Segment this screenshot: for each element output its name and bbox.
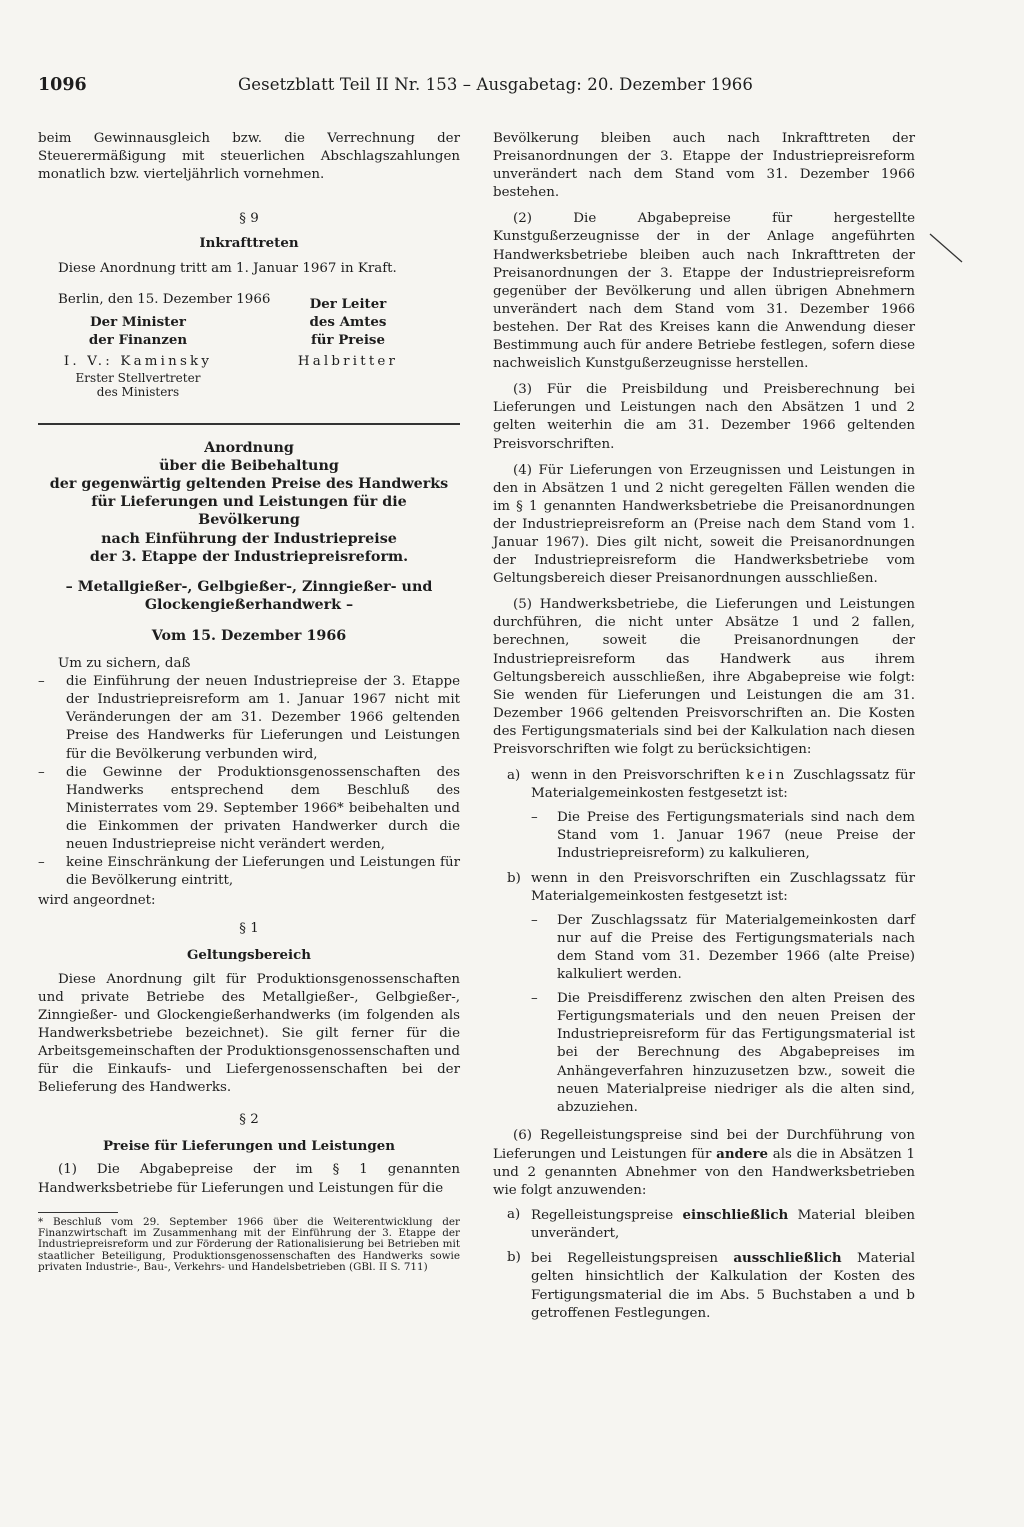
text-fragment: Material gelten hinsichtlich der Kalkulation der Kosten des Fertigungsmaterial die im Abs. 5 Buchstaben a und b getroffenen Festlegungen. bbox=[531, 1251, 915, 1321]
list-marker: a) bbox=[507, 1207, 521, 1223]
leiter-name: Halbritter bbox=[297, 353, 399, 369]
list-item-text: keine Einschränkung der Lieferungen und Leistungen für die Bevölkerung eintritt, bbox=[66, 855, 460, 889]
list-item bbox=[38, 673, 460, 763]
emphasis-ausschliesslich: ausschließlich bbox=[733, 1250, 842, 1267]
text-fragment: (6) Regelleistungspreise sind bei der Durchführung von Lieferungen und Leistungen für bbox=[493, 1127, 915, 1162]
ordinance-subtitle: – Metallgießer-, Gelbgießer-, Zinngießer- und Glockengießerhandwerk – bbox=[65, 578, 433, 614]
text-fragment: als die in Absätzen 1 und 2 genannten Abnehmer von den Handwerksbetrieben wie folgt anzuwenden: bbox=[493, 1146, 916, 1199]
dash-marker: – bbox=[38, 855, 45, 871]
section-2-para-1: (1) Die Abgabepreise der im § 1 genannten Handwerksbetriebe für Lieferungen und Leistungen für die bbox=[38, 1162, 460, 1196]
list-item-text: die Gewinne der Produktionsgenossenschaften des Handwerks entsprechend dem Beschluß des Ministerrates vom 29. September 1966* beibehalten und die Einkommen der privaten Handwerker durch die neuen Industriepreise nicht verändert werden, bbox=[66, 764, 460, 853]
section-9-title: Inkrafttreten bbox=[199, 235, 299, 252]
leiter-title-2: des Amtes bbox=[309, 313, 387, 330]
list-item-text bbox=[531, 1249, 915, 1322]
minister-role-1: Erster Stellvertreter bbox=[75, 370, 201, 385]
leiter-title-1: Der Leiter bbox=[309, 295, 387, 312]
list-item-b bbox=[493, 870, 915, 906]
emphasis-andere: andere bbox=[716, 1145, 769, 1162]
sub-item-text: Die Preisdifferenz zwischen den alten Preisen des Fertigungsmaterials und den neuen Preisen der Industriepreisreform für das Fertigungsmaterial ist bei der Berechnung des Abgabepreises im Anhängeverfahren hinzuzusetzen bzw., soweit die neuen Materialpreise niedriger als die alten sind, abzuziehen. bbox=[557, 991, 915, 1115]
minister-signature bbox=[38, 313, 238, 400]
list-item-text bbox=[531, 767, 915, 803]
list-marker: b) bbox=[507, 1250, 521, 1266]
text-fragment: Material bleiben unverändert, bbox=[531, 1208, 916, 1242]
sub-item bbox=[493, 990, 915, 1117]
list-item-a bbox=[493, 767, 915, 803]
dash-marker: – bbox=[531, 810, 538, 826]
section-9-number: § 9 bbox=[239, 211, 259, 227]
continued-text: Bevölkerung bleiben auch nach Inkrafttreten der Preisanordnungen der 3. Etappe der Industriepreisreform unverändert nach dem Stand vom 31. Dezember 1966 bestehen. bbox=[493, 131, 915, 201]
sub-item-text: Der Zuschlagssatz für Materialgemeinkosten darf nur auf die Preise des Fertigungsmaterials nach dem Stand vom 31. Dezember 1966 (alte Preise) kalkuliert werden. bbox=[557, 912, 915, 983]
para-5: (5) Handwerksbetriebe, die Lieferungen und Leistungen durchführen, die nicht unter Absätze 1 und 2 fallen, berechnen, soweit die Preisanordnungen der Industriepreisreform das Handwerk aus ihrem Geltungsbereich ausschließen, ihre Abgabepreise wie folgt: Sie wenden für Lieferungen und Leistungen die am 31. Dezember 1966 geltenden Preisvorschriften an. Die Kosten des Fertigungsmaterials sind bei der Kalkulation nach diesen Preisvorschriften wie folgt zu berücksichtigen: bbox=[493, 597, 915, 757]
dash-marker: – bbox=[531, 912, 538, 928]
left-column bbox=[38, 130, 460, 1273]
continued-text: beim Gewinnausgleich bzw. die Verrechnung der Steuerermäßigung mit steuerlichen Abschlagszahlungen monatlich bzw. vierteljährlich vornehmen. bbox=[38, 131, 460, 183]
minister-title-2: der Finanzen bbox=[88, 331, 188, 348]
footnote-rule bbox=[38, 1212, 118, 1213]
ordinance-date: Vom 15. Dezember 1966 bbox=[151, 627, 347, 644]
text-fragment: wenn in den Preisvorschriften bbox=[531, 768, 741, 784]
para-6 bbox=[493, 1127, 915, 1200]
leiter-title-3: für Preise bbox=[310, 331, 385, 348]
text-fragment: Regelleistungspreise bbox=[531, 1208, 674, 1224]
section-9-text: Diese Anordnung tritt am 1. Januar 1967 in Kraft. bbox=[58, 261, 397, 277]
place-date: Berlin, den 15. Dezember 1966 bbox=[58, 291, 271, 307]
margin-pencil-mark bbox=[928, 232, 966, 266]
list-marker: b) bbox=[507, 870, 521, 886]
right-column bbox=[493, 130, 915, 1323]
section-1-title: Geltungsbereich bbox=[186, 947, 312, 964]
text-fragment: Zuschlagssatz für Materialgemeinkosten festgesetzt ist: bbox=[531, 768, 915, 802]
text-fragment: bei Regelleistungspreisen bbox=[531, 1251, 718, 1267]
page-number: 1096 bbox=[38, 75, 87, 95]
ordered-text: wird angeordnet: bbox=[38, 893, 156, 909]
sub-item-text: Die Preise des Fertigungsmaterials sind nach dem Stand vom 1. Januar 1967 (neue Preise der Industriepreisreform) zu kalkulieren, bbox=[557, 810, 915, 862]
sub-item bbox=[493, 912, 915, 984]
dash-marker: – bbox=[38, 764, 45, 780]
section-2-number: § 2 bbox=[239, 1112, 259, 1128]
sub-item bbox=[493, 809, 915, 863]
leiter-signature bbox=[288, 295, 408, 371]
list-item-text bbox=[531, 1206, 915, 1243]
emphasis-einschliesslich: einschließlich bbox=[682, 1207, 789, 1224]
list-marker: a) bbox=[507, 768, 521, 784]
minister-role-2: des Ministers bbox=[96, 385, 180, 400]
signature-block bbox=[38, 291, 460, 415]
section-2-title: Preise für Lieferungen und Leistungen bbox=[102, 1138, 396, 1155]
list-item-text: wenn in den Preisvorschriften ein Zuschlagssatz für Materialgemeinkosten festgesetzt ist: bbox=[531, 870, 915, 904]
para-3: (3) Für die Preisbildung und Preisberechnung bei Lieferungen und Leistungen nach den Absätzen 1 und 2 gelten weiterhin die am 31. Dezember 1966 geltenden Preisvorschriften. bbox=[493, 382, 915, 452]
list-item-text: die Einführung der neuen Industriepreise der 3. Etappe der Industriepreisreform am 1. Januar 1967 nicht mit Veränderungen der am 31. Dezember 1966 geltenden Preise des Handwerks für Lieferungen und Leistungen für die Bevölkerung verbunden wird, bbox=[66, 674, 460, 762]
page-header bbox=[38, 75, 962, 97]
dash-marker: – bbox=[531, 991, 538, 1007]
section-1-number: § 1 bbox=[239, 921, 259, 937]
list-item bbox=[38, 854, 460, 890]
section-divider bbox=[38, 423, 460, 425]
header-title: Gesetzblatt Teil II Nr. 153 – Ausgabetag: 20. Dezember 1966 bbox=[238, 75, 753, 94]
ordinance-title: Anordnung über die Beibehaltung der gegenwärtig geltenden Preise des Handwerks für Lieferungen und Leistungen für die Bevölkerung nach Einführung der Industriepreise der 3. Etappe der Industriepreisreform. bbox=[49, 439, 449, 565]
minister-name: I. V.: Kaminsky bbox=[63, 353, 213, 369]
footnote: * Beschluß vom 29. September 1966 über die Weiterentwicklung der Finanzwirtschaft im Zusammenhang mit der Einführung der 3. Etappe der Industriepreisreform und zur Förderung der Rationalisierung bei Betrieben mit staatlicher Beteiligung, Produktionsgenossenschaften des Handwerks sowie privaten Industrie-, Bau-, Verkehrs- und Handelsbetrieben (GBl. II S. 711) bbox=[38, 1215, 460, 1273]
dash-marker: – bbox=[38, 674, 45, 690]
intro-text: Um zu sichern, daß bbox=[58, 656, 191, 672]
list-item bbox=[38, 764, 460, 854]
emphasis-kein: kein bbox=[745, 768, 788, 784]
minister-title-1: Der Minister bbox=[90, 313, 186, 330]
section-1-text: Diese Anordnung gilt für Produktionsgenossenschaften und private Betriebe des Metallgießer-, Gelbgießer-, Zinngießer- und Glockengießerhandwerks (im folgenden als Handwerksbetriebe bezeichnet). Sie gilt ferner für die Arbeitsgemeinschaften der Produktionsgenossenschaften und für die Einkaufs- und Liefergenossenschaften bei der Belieferung des Handwerks. bbox=[38, 971, 460, 1096]
para-4: (4) Für Lieferungen von Erzeugnissen und Leistungen in den in Absätzen 1 und 2 nicht geregelten Fällen wenden die im § 1 genannten Handwerksbetriebe die Preisanordnungen der Industriepreisreform an (Preise nach dem Stand vom 1. Januar 1967). Dies gilt nicht, soweit die Preisanordnungen der Industriepreisreform die Handwerksbetriebe vom Geltungsbereich dieser Preisanordnungen ausschließen. bbox=[493, 462, 915, 587]
list-item-6a bbox=[493, 1206, 915, 1243]
list-item-6b bbox=[493, 1249, 915, 1322]
para-2: (2) Die Abgabepreise für hergestellte Kunstgußerzeugnisse der in der Anlage angeführten Handwerksbetriebe bleiben auch nach Inkrafttreten der Preisanordnungen der 3. Etappe der Industriepreisreform gegenüber der Bevölkerung und allen übrigen Abnehmern unverändert nach dem Stand vom 31. Dezember 1966 bestehen. Der Rat des Kreises kann die Anwendung dieser Bestimmung auch für andere Betriebe festlegen, sofern diese nachweislich Kunstgußerzeugnisse herstellen. bbox=[493, 211, 915, 372]
